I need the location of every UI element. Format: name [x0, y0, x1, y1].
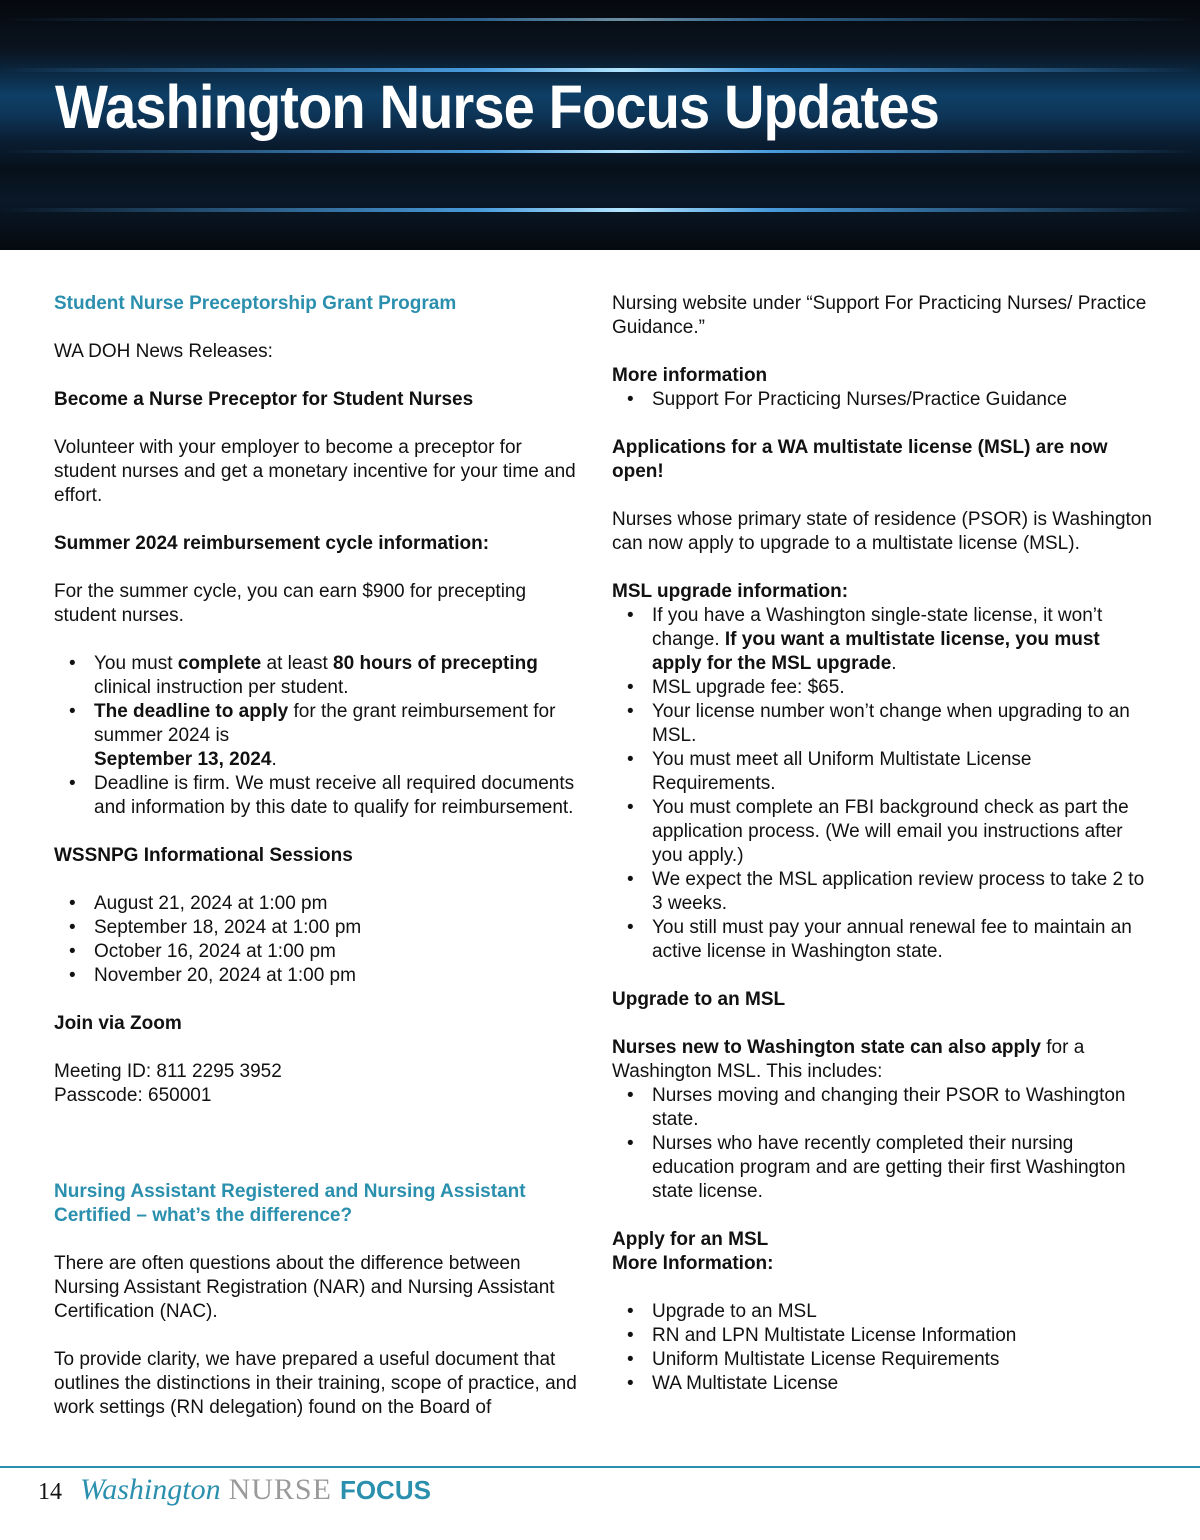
footer [38, 1473, 431, 1513]
new-nurses-text: Nurses new to Washington state can also apply for a Washington MSL. This includes: [612, 1037, 1085, 1082]
page-title: Washington Nurse Focus Updates [55, 73, 939, 141]
logo-script-text: Washington [80, 1473, 221, 1506]
zoom-heading: Join via Zoom [54, 1013, 182, 1034]
section-title-nar-nac: Nursing Assistant Registered and Nursing Assistant Certified – what’s the difference? [54, 1181, 526, 1226]
msl-text: Nurses whose primary state of residence (PSOR) is Washington can now apply to upgrade to a multistate license (MSL). [612, 509, 1152, 554]
section-title-preceptorship: Student Nurse Preceptorship Grant Program [54, 293, 457, 314]
deadline-date: September 13, 2024 [94, 749, 272, 770]
list-item: • Your license number won’t change when upgrading to an MSL. [612, 700, 1152, 748]
sessions-list [54, 892, 584, 988]
list-item: • You must complete at least 80 hours of precepting clinical instruction per student. [54, 652, 584, 700]
list-item: • If you have a Washington single-state license, it won’t change. If you want a multistate license, you must apply for the MSL upgrade. [612, 604, 1152, 676]
banner-light-streak [0, 150, 1200, 153]
passcode: Passcode: 650001 [54, 1085, 212, 1106]
footer-divider [0, 1466, 1200, 1468]
volunteer-text: Volunteer with your employer to become a preceptor for student nurses and get a monetary incentive for your time and effort. [54, 437, 576, 506]
list-item: • November 20, 2024 at 1:00 pm [54, 964, 584, 988]
list-item: • You must meet all Uniform Multistate License Requirements. [612, 748, 1152, 796]
right-column [612, 292, 1152, 1396]
news-label: WA DOH News Releases: [54, 341, 273, 362]
nar-text: There are often questions about the difference between Nursing Assistant Registration (NAR) and Nursing Assistant Certification (NAC). [54, 1253, 555, 1322]
continued-text: Nursing website under “Support For Practicing Nurses/ Practice Guidance.” [612, 293, 1147, 338]
more-info-heading-2: More Information: [612, 1253, 774, 1274]
list-item: • Nurses who have recently completed their nursing education program and are getting their first Washington state license. [612, 1132, 1152, 1204]
preceptor-heading: Become a Nurse Preceptor for Student Nurses [54, 389, 474, 410]
list-item: • Deadline is firm. We must receive all required documents and information by this date to qualify for reimbursement. [54, 772, 584, 820]
link-rn-lpn-msl-info[interactable]: • RN and LPN Multistate License Information [612, 1324, 1152, 1348]
meeting-id: Meeting ID: 811 2295 3952 [54, 1061, 282, 1082]
upgrade-info-list [612, 604, 1152, 964]
msl-heading: Applications for a WA multistate license (MSL) are now open! [612, 437, 1108, 482]
links-list [612, 1300, 1152, 1396]
sessions-heading: WSSNPG Informational Sessions [54, 845, 353, 866]
summer-heading: Summer 2024 reimbursement cycle information: [54, 533, 490, 554]
list-item: • The deadline to apply for the grant reimbursement for summer 2024 is September 13, 2024. [54, 700, 584, 772]
list-item: • August 21, 2024 at 1:00 pm [54, 892, 584, 916]
list-item: • September 18, 2024 at 1:00 pm [54, 916, 584, 940]
clarity-text: To provide clarity, we have prepared a useful document that outlines the distinctions in their training, scope of practice, and work settings (RN delegation) found on the Board of [54, 1349, 577, 1418]
list-item: • October 16, 2024 at 1:00 pm [54, 940, 584, 964]
list-item: • You must complete an FBI background check as part the application process. (We will email you instructions after you apply.) [612, 796, 1152, 868]
upgrade-heading: Upgrade to an MSL [612, 989, 786, 1010]
list-item: • Nurses moving and changing their PSOR to Washington state. [612, 1084, 1152, 1132]
link-upgrade-msl[interactable]: • Upgrade to an MSL [612, 1300, 1152, 1324]
page-number: 14 [38, 1479, 62, 1505]
new-nurses-list [612, 1084, 1152, 1204]
more-info-list [612, 388, 1152, 412]
header-banner [0, 0, 1200, 250]
apply-heading: Apply for an MSL [612, 1229, 769, 1250]
summer-text: For the summer cycle, you can earn $900 for precepting student nurses. [54, 581, 527, 626]
link-uniform-msl-requirements[interactable]: • Uniform Multistate License Requirements [612, 1348, 1152, 1372]
link-practice-guidance[interactable]: • Support For Practicing Nurses/Practice Guidance [612, 388, 1152, 412]
banner-light-streak [0, 208, 1200, 212]
upgrade-info-heading: MSL upgrade information: [612, 581, 849, 602]
more-info-heading: More information [612, 365, 768, 386]
left-column [54, 292, 584, 1420]
logo-nurse-text: NURSE [228, 1473, 332, 1506]
list-item: • You still must pay your annual renewal fee to maintain an active license in Washington state. [612, 916, 1152, 964]
logo-focus-text: FOCUS [339, 1475, 431, 1505]
banner-light-streak [0, 18, 1200, 21]
link-wa-multistate-license[interactable]: • WA Multistate License [612, 1372, 1152, 1396]
list-item: • MSL upgrade fee: $65. [612, 676, 1152, 700]
list-item: • We expect the MSL application review process to take 2 to 3 weeks. [612, 868, 1152, 916]
requirements-list [54, 652, 584, 820]
